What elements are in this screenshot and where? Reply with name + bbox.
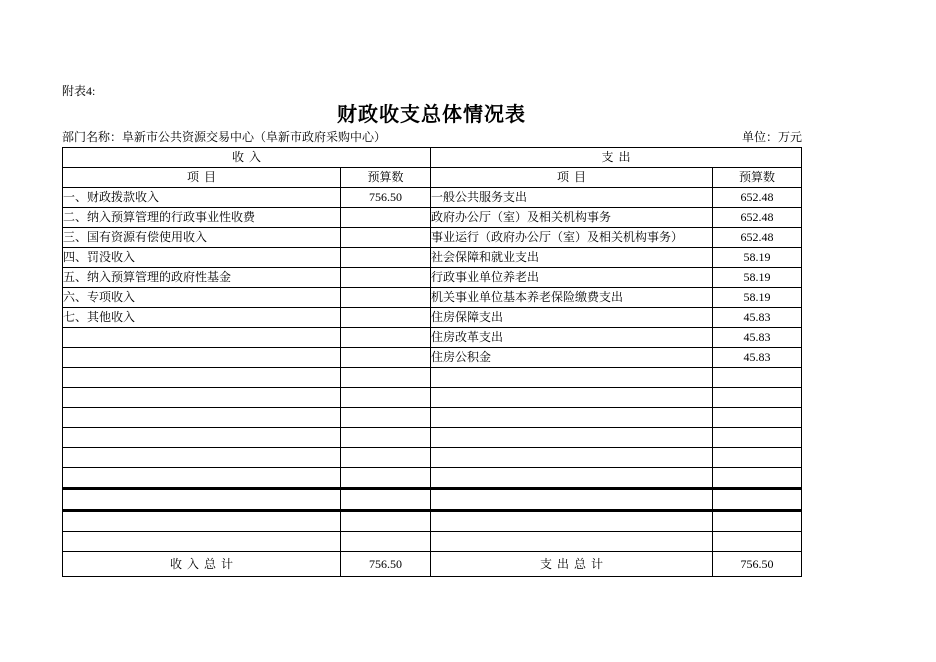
expense-item-cell: 事业运行（政府办公厅（室）及相关机构事务） — [431, 228, 713, 248]
expense-item-cell: 住房公积金 — [431, 348, 713, 368]
expense-item-cell: 住房保障支出 — [431, 308, 713, 328]
income-value-cell — [341, 348, 431, 368]
income-item-cell: 七、其他收入 — [63, 308, 341, 328]
income-value-cell — [341, 511, 431, 532]
expense-value-cell — [713, 532, 802, 552]
table-row — [63, 268, 802, 288]
page-title: 财政收支总体情况表 — [337, 104, 526, 126]
table-row — [63, 208, 802, 228]
income-item-cell — [63, 532, 341, 552]
income-item-cell — [63, 468, 341, 489]
income-value-cell — [341, 388, 431, 408]
income-value-cell — [341, 428, 431, 448]
totals-row — [63, 552, 802, 577]
expense-item-cell — [431, 532, 713, 552]
income-value-cell — [341, 489, 431, 511]
expense-value-cell: 58.19 — [713, 248, 802, 268]
expense-item-cell: 机关事业单位基本养老保险缴费支出 — [431, 288, 713, 308]
expense-item-header: 项 目 — [431, 168, 713, 188]
expense-item-cell — [431, 468, 713, 489]
income-value-cell — [341, 328, 431, 348]
income-value-cell — [341, 288, 431, 308]
expense-item-cell — [431, 489, 713, 511]
expense-value-cell: 652.48 — [713, 208, 802, 228]
expense-total-label: 支 出 总 计 — [431, 552, 713, 577]
attachment-label: 附表4: — [62, 84, 96, 98]
table-row — [63, 288, 802, 308]
meta-row — [62, 128, 802, 145]
expense-value-cell — [713, 511, 802, 532]
table-row — [63, 328, 802, 348]
expense-item-cell — [431, 408, 713, 428]
income-item-cell — [63, 368, 341, 388]
income-item-cell: 一、财政拨款收入 — [63, 188, 341, 208]
expense-value-cell — [713, 428, 802, 448]
table-row — [63, 188, 802, 208]
expense-value-cell: 45.83 — [713, 308, 802, 328]
table-row — [63, 511, 802, 532]
income-value-cell — [341, 208, 431, 228]
income-item-cell: 三、国有资源有偿使用收入 — [63, 228, 341, 248]
income-item-cell: 五、纳入预算管理的政府性基金 — [63, 268, 341, 288]
table-row — [63, 248, 802, 268]
table-row — [63, 532, 802, 552]
expense-item-cell: 住房改革支出 — [431, 328, 713, 348]
expense-value-cell — [713, 368, 802, 388]
income-section-header: 收 入 — [63, 148, 431, 168]
expense-value-cell — [713, 489, 802, 511]
table-row — [63, 308, 802, 328]
expense-value-cell: 58.19 — [713, 288, 802, 308]
income-budget-header: 预算数 — [341, 168, 431, 188]
income-item-cell — [63, 388, 341, 408]
expense-value-cell — [713, 448, 802, 468]
income-value-cell — [341, 308, 431, 328]
budget-table — [62, 147, 802, 577]
table-row — [63, 408, 802, 428]
income-value-cell — [341, 268, 431, 288]
table-row — [63, 348, 802, 368]
expense-item-cell — [431, 368, 713, 388]
department-name: 部门名称：阜新市公共资源交易中心（阜新市政府采购中心） — [62, 130, 387, 144]
income-value-cell — [341, 448, 431, 468]
income-item-cell — [63, 489, 341, 511]
expense-value-cell: 45.83 — [713, 328, 802, 348]
expense-budget-header: 预算数 — [713, 168, 802, 188]
table-row — [63, 388, 802, 408]
income-item-cell — [63, 348, 341, 368]
expense-item-cell: 政府办公厅（室）及相关机构事务 — [431, 208, 713, 228]
income-value-cell — [341, 368, 431, 388]
income-item-header: 项 目 — [63, 168, 341, 188]
income-item-cell: 四、罚没收入 — [63, 248, 341, 268]
income-total-label: 收 入 总 计 — [63, 552, 341, 577]
expense-item-cell: 行政事业单位养老出 — [431, 268, 713, 288]
income-item-cell: 二、纳入预算管理的行政事业性收费 — [63, 208, 341, 228]
column-header-row — [63, 168, 802, 188]
table-row — [63, 428, 802, 448]
expense-item-cell — [431, 511, 713, 532]
income-item-cell — [63, 511, 341, 532]
table-row — [63, 468, 802, 489]
income-value-cell — [341, 532, 431, 552]
section-header-row — [63, 148, 802, 168]
table-row — [63, 448, 802, 468]
expense-value-cell: 45.83 — [713, 348, 802, 368]
table-row — [63, 368, 802, 388]
expense-item-cell — [431, 428, 713, 448]
income-item-cell — [63, 448, 341, 468]
expense-value-cell: 652.48 — [713, 188, 802, 208]
expense-item-cell: 社会保障和就业支出 — [431, 248, 713, 268]
income-value-cell — [341, 408, 431, 428]
income-item-cell — [63, 428, 341, 448]
expense-value-cell — [713, 388, 802, 408]
table-row — [63, 489, 802, 511]
expense-value-cell — [713, 408, 802, 428]
expense-item-cell — [431, 388, 713, 408]
expense-value-cell: 58.19 — [713, 268, 802, 288]
income-value-cell: 756.50 — [341, 188, 431, 208]
unit-label: 单位：万元 — [741, 130, 802, 144]
income-value-cell — [341, 228, 431, 248]
expense-item-cell — [431, 448, 713, 468]
income-value-cell — [341, 468, 431, 489]
income-item-cell — [63, 408, 341, 428]
expense-value-cell: 652.48 — [713, 228, 802, 248]
income-total-value: 756.50 — [341, 552, 431, 577]
income-item-cell: 六、专项收入 — [63, 288, 341, 308]
income-item-cell — [63, 328, 341, 348]
expense-section-header: 支 出 — [431, 148, 802, 168]
expense-value-cell — [713, 468, 802, 489]
table-row — [63, 228, 802, 248]
income-value-cell — [341, 248, 431, 268]
expense-item-cell: 一般公共服务支出 — [431, 188, 713, 208]
expense-total-value: 756.50 — [713, 552, 802, 577]
